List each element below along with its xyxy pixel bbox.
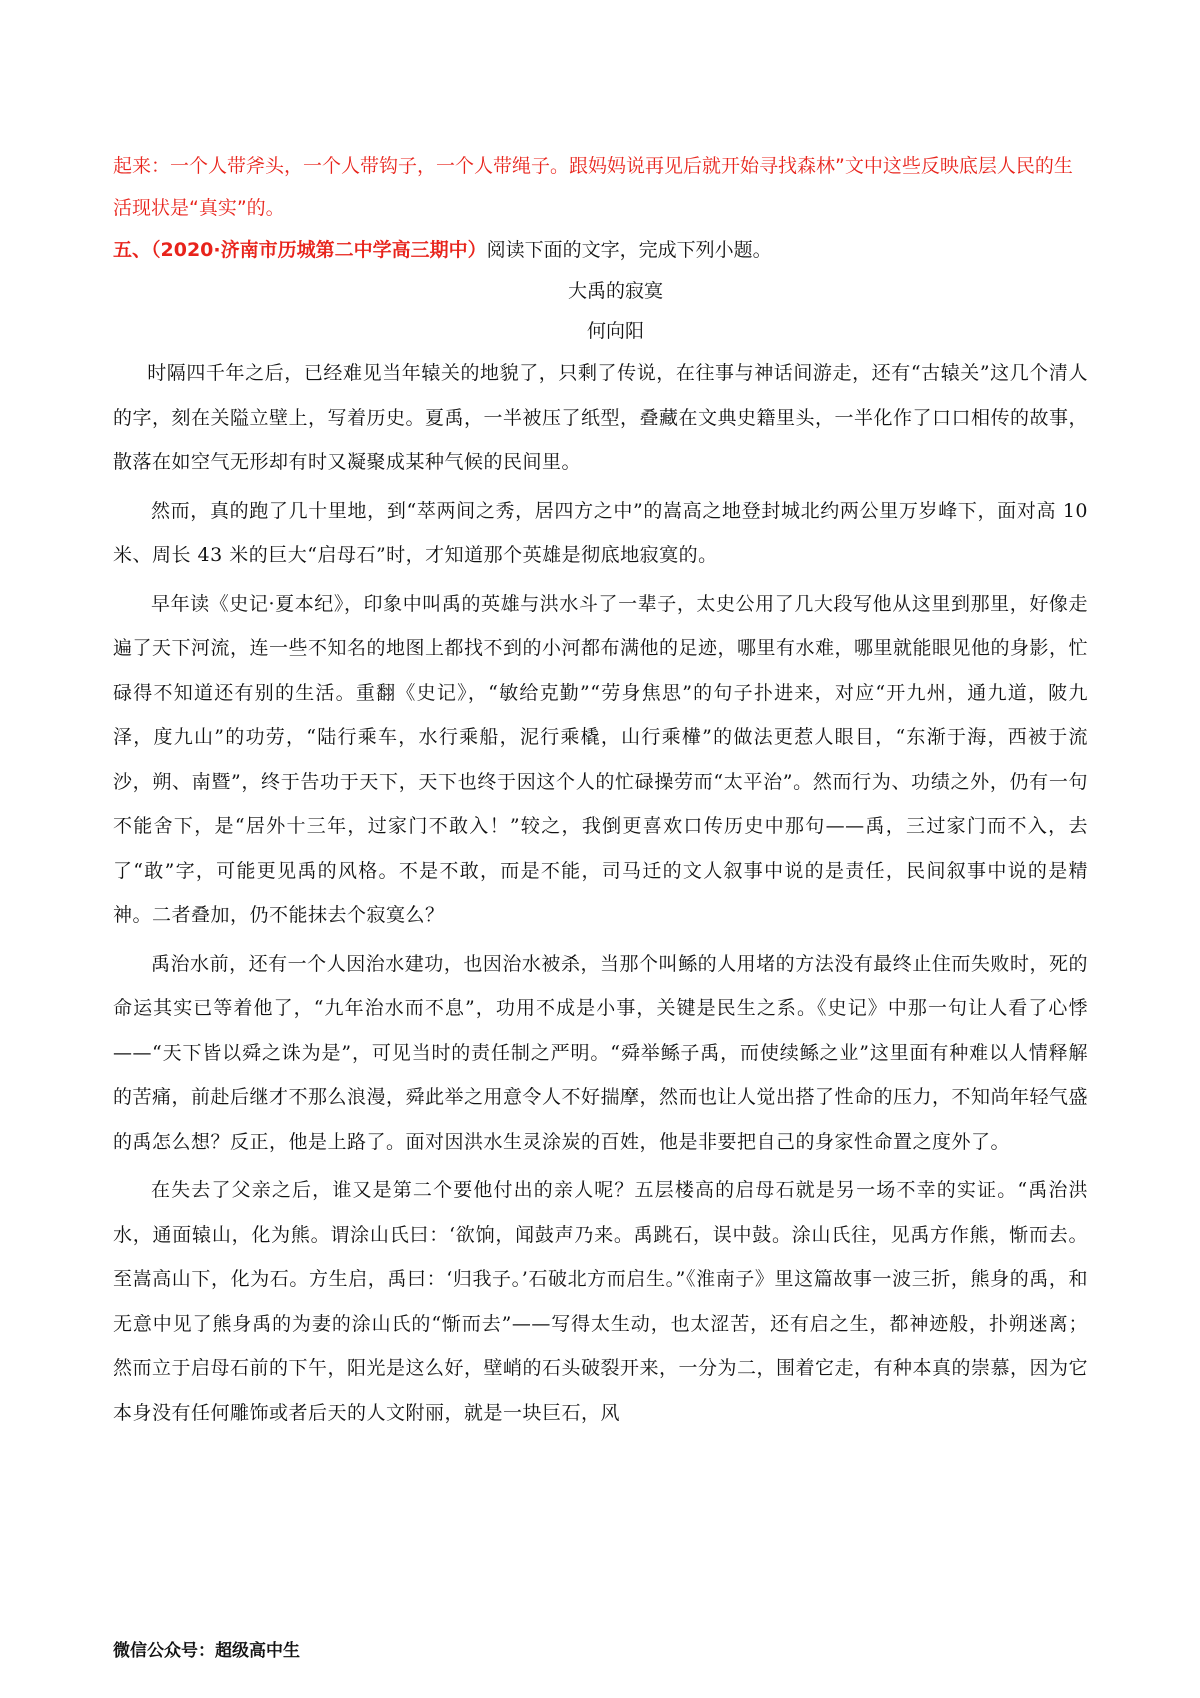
article-paragraph-3: 早年读《史记·夏本纪》，印象中叫禹的英雄与洪水斗了一辈子，太史公用了几大段写他从这里到那里，好像走遍了天下河流，连一些不知名的地图上都找不到的小河都布满他的足迹，哪里有水难，哪里就能眼见他的身影，忙碌得不知道还有别的生活。重翻《史记》，“敏给克勤”“劳身焦思”的句子扑进来，对应“开九州，通九道，陂九泽，度九山”的功劳，“陆行乘车，水行乘船，泥行乘橇，山行乘檋”的做法更惹人眼目，“东渐于海，西被于流沙，朔、南暨”，终于告功于天下，天下也终于因这个人的忙碌操劳而“太平治”。然而行为、功绩之外，仍有一句不能舍下，是“居外十三年，过家门不敢入！”较之，我倒更喜欢口传历史中那句——禹，三过家门而不入，去了“敢”字，可能更见禹的风格。不是不敢，而是不能，司马迁的文人叙事中说的是责任，民间叙事中说的是精神。二者叠加，仍不能抹去个寂寞么？ <box>113 592 1089 926</box>
article-paragraph-5: 在失去了父亲之后，谁又是第二个要他付出的亲人呢？五层楼高的启母石就是另一场不幸的实证。“禹治洪水，通面辕山，化为熊。谓涂山氏曰：‘欲饷，闻鼓声乃来。禹跳石，误中鼓。涂山氏往，见禹方作熊，惭而去。至嵩高山下，化为石。方生启，禹曰：‘归我子。’石破北方而启生。”《淮南子》里这篇故事一波三折，熊身的禹，和无意中见了熊身禹的为妻的涂山氏的“惭而去”——写得太生动，也太涩苦，还有启之生，都神迹般，扑朔迷离；然而立于启母石前的下午，阳光是这么好，壁峭的石头破裂开来，一分为二，围着它走，有种本真的崇慕，因为它本身没有任何雕饰或者后天的人文附丽，就是一块巨石，风 <box>113 1179 1089 1424</box>
article-author: 何向阳 <box>586 320 644 342</box>
article-title: 大禹的寂寞 <box>567 280 663 302</box>
page-content <box>113 145 1088 1439</box>
article-paragraph-2: 然而，真的跑了几十里地，到“萃两间之秀，居四方之中”的嵩高之地登封城北约两公里万岁峰下，面对高 10 米、周长 43 米的巨大“启母石”时，才知道那个英雄是彻底地寂寞的。 <box>113 499 1088 566</box>
section-instruction: 阅读下面的文字，完成下列小题。 <box>486 239 772 261</box>
previous-answer-tail: 起来：一个人带斧头，一个人带钩子，一个人带绳子。跟妈妈说再见后就开始寻找森林”文中这些反映底层人民的生活现状是“真实”的。 <box>113 155 1073 219</box>
article-paragraph-1: 时隔四千年之后，已经难见当年辕关的地貌了，只剩了传说，在往事与神话间游走，还有“古辕关”这几个清人的字，刻在关隘立壁上，写着历史。夏禹，一半被压了纸型，叠藏在文典史籍里头，一半化作了口口相传的故事，散落在如空气无形却有时又凝聚成某种气候的民间里。 <box>113 362 1089 473</box>
article-paragraph-4: 禹治水前，还有一个人因治水建功，也因治水被杀，当那个叫鲧的人用堵的方法没有最终止住而失败时，死的命运其实已等着他了，“九年治水而不息”，功用不成是小事，关键是民生之系。《史记》中那一句让人看了心悸——“天下皆以舜之诛为是”，可见当时的责任制之严明。“舜举鲧子禹，而使续鲧之业”这里面有种难以人情释解的苦痛，前赴后继才不那么浪漫，舜此举之用意令人不好揣摩，然而也让人觉出搭了性命的压力，不知尚年轻气盛的禹怎么想？反正，他是上路了。面对因洪水生灵涂炭的百姓，他是非要把自己的身家性命置之度外了。 <box>113 952 1089 1153</box>
section-source: （2020·济南市历城第二中学高三期中） <box>151 239 487 261</box>
section-number: 五、 <box>113 239 152 261</box>
footer-wechat-account: 微信公众号：超级高中生 <box>113 1641 300 1661</box>
section-heading <box>113 229 1088 271</box>
